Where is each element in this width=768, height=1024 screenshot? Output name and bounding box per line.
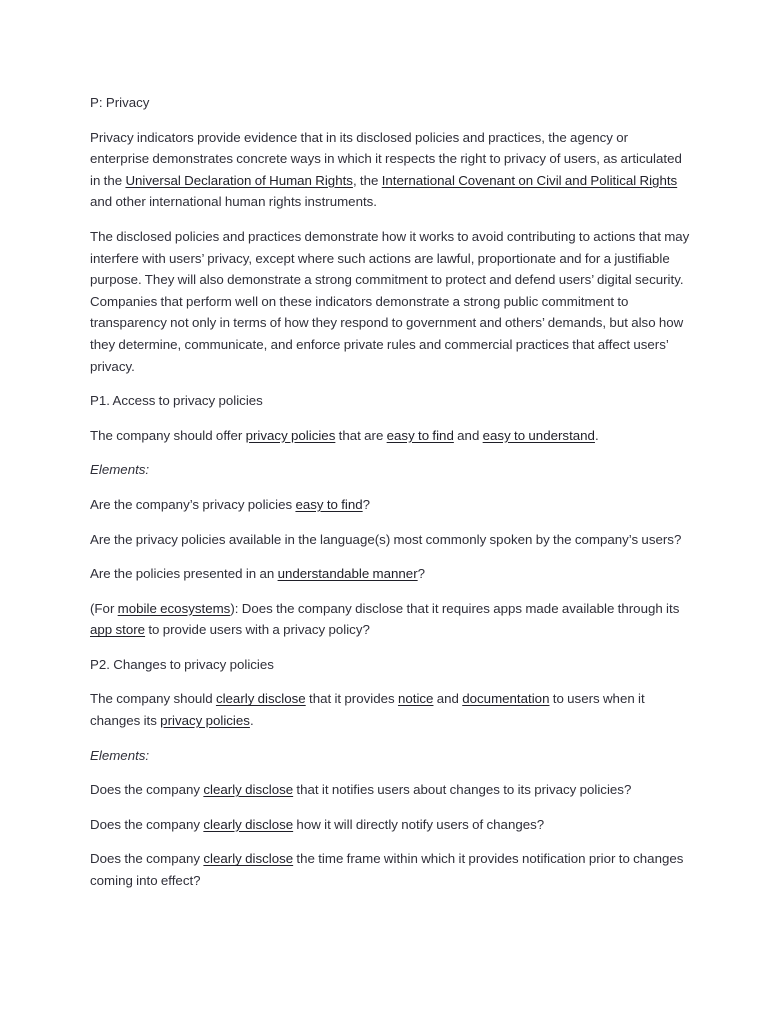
text-run: , the [352,172,382,188]
text-run: the time frame within which it provides notification prior to changes coming into effect? [90,851,687,889]
underlined-term[interactable]: easy to understand [482,427,595,443]
text-run: ? [362,496,371,512]
text-run: Does the company [90,782,204,798]
text-run: ? [417,566,426,582]
section-heading-privacy [90,92,690,114]
underlined-term[interactable]: clearly disclose [203,851,294,867]
text-run: Does the company [90,816,204,832]
element-p1-3 [90,563,690,585]
underlined-term[interactable]: understandable manner [277,566,418,582]
paragraph-privacy-intro [90,127,690,213]
element-p1-1 [90,494,690,516]
text-run: Are the company’s privacy policies [90,496,296,512]
underlined-term[interactable]: documentation [462,691,550,707]
indicator-heading-p1 [90,390,690,412]
text-run: Elements: [90,747,150,763]
text-run: that are [335,427,387,443]
text-run: that it provides [305,691,398,707]
text-run: (For [90,600,118,616]
text-run: . [594,427,599,443]
text-run: that it notifies users about changes to its privacy policies? [293,782,632,798]
text-run: ): Does the company disclose that it requires apps made available through its [230,600,683,616]
underlined-term[interactable]: easy to find [295,496,363,512]
indicator-statement-p2 [90,688,690,731]
underlined-term[interactable]: clearly disclose [203,782,294,798]
text-run: Elements: [90,462,150,478]
paragraph-privacy-practices [90,226,693,377]
text-run: and [453,427,483,443]
underlined-term[interactable]: mobile ecosystems [117,600,231,616]
underlined-term[interactable]: app store [90,622,146,638]
underlined-term[interactable]: clearly disclose [203,816,294,832]
underlined-term[interactable]: easy to find [386,427,454,443]
indicator-statement-p1 [90,425,690,447]
text-run: The company should [90,691,216,707]
text-run: P1. Access to privacy policies [90,393,263,409]
underlined-term[interactable]: Universal Declaration of Human Rights [125,172,353,188]
text-run: how it will directly notify users of changes? [293,816,545,832]
text-run: Does the company [90,851,204,867]
underlined-term[interactable]: clearly disclose [215,691,306,707]
underlined-term[interactable]: privacy policies [160,713,250,729]
text-run: Privacy indicators provide evidence that in its disclosed policies and practices, the agency or enterprise demonstrates concrete ways in which it respects the right to privacy of users, as articulated in the [90,129,686,188]
indicator-heading-p2 [90,654,690,676]
underlined-term[interactable]: notice [397,691,434,707]
document-page [90,92,693,905]
element-p2-2 [90,814,690,836]
text-run: . [249,713,254,729]
text-run: and other international human rights instruments. [90,172,681,210]
text-run: Are the privacy policies available in the language(s) most commonly spoken by the company’s users? [90,531,682,547]
underlined-term[interactable]: privacy policies [245,427,336,443]
text-run: and [433,691,463,707]
element-p2-1 [90,779,690,801]
elements-label-p2 [90,745,690,767]
text-run: P: Privacy [90,95,150,110]
element-p1-2 [90,529,690,551]
element-p1-4 [90,598,690,641]
text-run: The company should offer [90,427,246,443]
text-run: to provide users with a privacy policy? [145,622,370,638]
element-p2-3 [90,848,690,891]
text-run: The disclosed policies and practices demonstrate how it works to avoid contributing to actions that may interfere with users’ privacy, except where such actions are lawful, proportionate and for a justifiable purpose. They will also demonstrate a strong commitment to protect and defend users’ digital security. Companies that perform well on these indicators demonstrate a strong public commitment to transparency not only in terms of how they respond to government and others’ demands, but also how they determine, communicate, and enforce private rules and commercial practices that affect users’ privacy. [90,228,693,374]
elements-label-p1 [90,459,690,481]
text-run: P2. Changes to privacy policies [90,656,274,672]
underlined-term[interactable]: International Covenant on Civil and Political Rights [381,172,678,188]
text-run: to users when it changes its [90,691,648,729]
text-run: Are the policies presented in an [90,566,278,582]
